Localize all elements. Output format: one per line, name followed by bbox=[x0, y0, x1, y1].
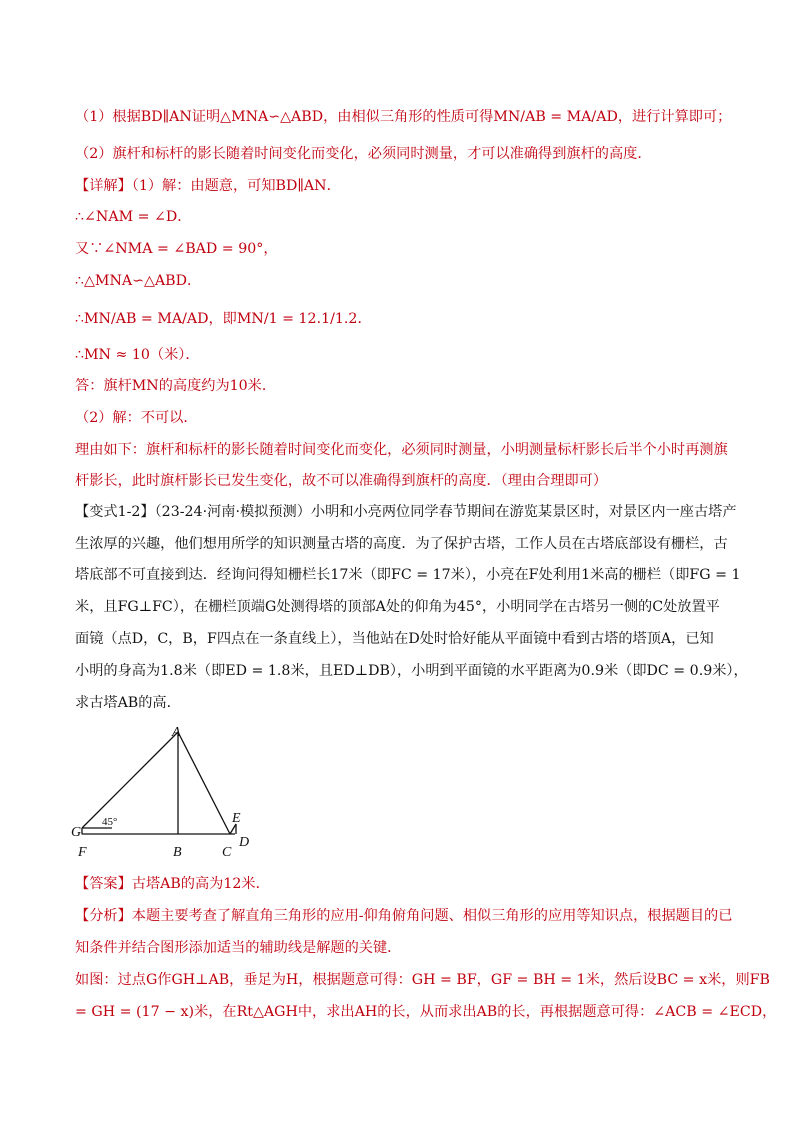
line-AC bbox=[178, 732, 230, 834]
answer-line: 【答案】古塔AB的高为12米． bbox=[75, 876, 270, 892]
label-A: A bbox=[172, 725, 181, 740]
text-line-5: 又∵∠NMA = ∠BAD = 90°， bbox=[75, 241, 278, 257]
text-line-2: （2）旗杆和标杆的影长随着时间变化而变化，必须同时测量，才可以准确得到旗杆的高度． bbox=[75, 146, 652, 162]
problem-line-2: 生浓厚的兴趣，他们想用所学的知识测量古塔的高度．为了保护古塔，工作人员在古塔底部设有栅栏，古 bbox=[75, 536, 728, 552]
text-line-12: 杆影长，此时旗杆影长已发生变化，故不可以准确得到旗杆的高度．（理由合理即可） bbox=[75, 473, 608, 489]
text-line-7: ∴MN/AB = MA/AD，即MN/1 = 12.1/1.2． bbox=[75, 311, 372, 327]
problem-line-7: 求古塔AB的高． bbox=[75, 695, 181, 711]
text-line-10: （2）解：不可以． bbox=[75, 410, 198, 426]
text-line-4: ∴∠NAM = ∠D． bbox=[75, 209, 192, 225]
text-line-8: ∴MN ≈ 10（米）． bbox=[75, 347, 200, 363]
text-line-3: 【详解】（1）解：由题意，可知BD∥AN． bbox=[75, 178, 341, 194]
text-line-9: 答：旗杆MN的高度约为10米． bbox=[75, 378, 277, 394]
analysis-line-3: 如图：过点G作GH⊥AB，垂足为H，根据题意可得：GH = BF，GF = BH = 1米，然后设BC = x米，则FB bbox=[75, 972, 770, 988]
line-GA bbox=[82, 732, 178, 828]
label-C: C bbox=[222, 845, 232, 860]
label-G: G bbox=[71, 825, 82, 840]
text-line-11: 理由如下：旗杆和标杆的影长随着时间变化而变化，必须同时测量，小明测量标杆影长后半个小时再测旗 bbox=[75, 442, 728, 458]
label-D: D bbox=[239, 835, 250, 850]
geometry-figure bbox=[60, 722, 270, 864]
label-B: B bbox=[173, 845, 182, 860]
analysis-line-2: 知条件并结合图形添加适当的辅助线是解题的关键． bbox=[75, 940, 402, 956]
right-angle-mark bbox=[82, 828, 90, 834]
analysis-line-4: = GH = (17 − x)米，在Rt△AGH中，求出AH的长，从而求出AB的长，再根据题意可得：∠ACB = ∠ECD， bbox=[75, 1004, 777, 1020]
text-line-6: ∴△MNA∽△ABD． bbox=[75, 273, 202, 289]
text-line-1: （1）根据BD∥AN证明△MNA∽△ABD，由相似三角形的性质可得MN/AB = MA/AD，进行计算即可； bbox=[75, 109, 732, 125]
analysis-line-1: 【分析】本题主要考查了解直角三角形的应用-仰角俯角问题、相似三角形的应用等知识点，根据题目的已 bbox=[75, 908, 733, 924]
angle-label-45: 45° bbox=[102, 816, 118, 828]
problem-line-4: 米，且FG⊥FC），在栅栏顶端G处测得塔的顶部A处的仰角为45°，小明同学在古塔另一侧的C处放置平 bbox=[75, 599, 720, 615]
problem-line-1: 【变式1-2】（23-24·河南·模拟预测）小明和小亮两位同学春节期间在游览某景区时，对景区内一座古塔产 bbox=[75, 504, 737, 520]
problem-line-3: 塔底部不可直接到达．经询问得知栅栏长17米（即FC = 17米），小亮在F处利用1米高的栅栏（即FG = 1 bbox=[75, 567, 741, 583]
problem-line-6: 小明的身高为1.8米（即ED = 1.8米，且ED⊥DB），小明到平面镜的水平距离为0.9米（即DC = 0.9米）， bbox=[75, 663, 748, 679]
label-E: E bbox=[232, 811, 241, 826]
problem-line-5: 面镜（点D，C，B，F四点在一条直线上），当他站在D处时恰好能从平面镜中看到古塔的塔顶A，已知 bbox=[75, 631, 714, 647]
label-F: F bbox=[78, 845, 87, 860]
